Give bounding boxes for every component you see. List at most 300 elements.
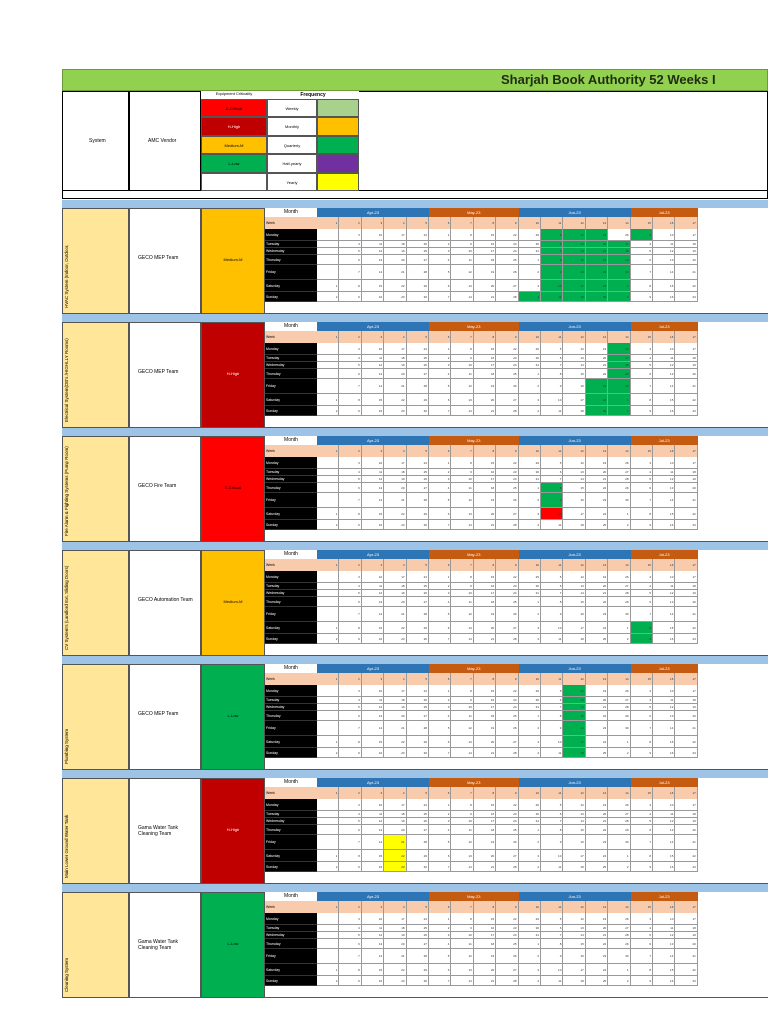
- schedule-cell[interactable]: 8: [339, 964, 361, 976]
- schedule-cell[interactable]: 26: [608, 571, 630, 583]
- schedule-cell[interactable]: 5: [429, 721, 451, 736]
- schedule-cell[interactable]: 20: [384, 939, 406, 949]
- schedule-cell[interactable]: 16: [362, 520, 384, 530]
- schedule-cell[interactable]: 22: [586, 369, 608, 379]
- schedule-cell[interactable]: 10: [653, 457, 675, 469]
- schedule-cell[interactable]: 13: [451, 622, 473, 634]
- schedule-cell[interactable]: 21: [586, 362, 608, 369]
- schedule-cell[interactable]: 15: [563, 255, 585, 265]
- schedule-cell[interactable]: 15: [653, 508, 675, 520]
- schedule-cell[interactable]: [317, 457, 339, 469]
- schedule-cell[interactable]: 3: [631, 571, 653, 583]
- schedule-cell[interactable]: 19: [474, 721, 496, 736]
- schedule-cell[interactable]: 6: [339, 483, 361, 493]
- schedule-cell[interactable]: 29: [608, 711, 630, 721]
- schedule-cell[interactable]: 15: [563, 483, 585, 493]
- schedule-cell[interactable]: 21: [474, 748, 496, 758]
- schedule-cell[interactable]: 23: [586, 493, 608, 508]
- schedule-cell[interactable]: 14: [362, 379, 384, 394]
- schedule-cell[interactable]: 11: [653, 355, 675, 362]
- schedule-cell[interactable]: 9: [339, 748, 361, 758]
- schedule-cell[interactable]: 2: [608, 976, 630, 986]
- schedule-cell[interactable]: 20: [675, 825, 697, 835]
- schedule-cell[interactable]: 27: [608, 925, 630, 932]
- schedule-cell[interactable]: [317, 583, 339, 590]
- schedule-cell[interactable]: 2: [519, 835, 541, 850]
- schedule-cell[interactable]: 19: [586, 457, 608, 469]
- schedule-cell[interactable]: [317, 369, 339, 379]
- schedule-cell[interactable]: 15: [474, 229, 496, 241]
- schedule-cell[interactable]: 5: [631, 818, 653, 825]
- schedule-cell[interactable]: 15: [362, 964, 384, 976]
- schedule-cell[interactable]: 17: [384, 229, 406, 241]
- schedule-cell[interactable]: 10: [451, 362, 473, 369]
- schedule-cell[interactable]: 20: [384, 483, 406, 493]
- schedule-cell[interactable]: 5: [339, 932, 361, 939]
- schedule-cell[interactable]: 10: [653, 799, 675, 811]
- schedule-cell[interactable]: 25: [496, 825, 518, 835]
- schedule-cell[interactable]: 6: [631, 255, 653, 265]
- schedule-cell[interactable]: 27: [608, 697, 630, 704]
- schedule-cell[interactable]: 18: [384, 811, 406, 818]
- schedule-cell[interactable]: 9: [339, 862, 361, 872]
- schedule-cell[interactable]: [317, 818, 339, 825]
- schedule-cell[interactable]: 28: [608, 248, 630, 255]
- schedule-cell[interactable]: 23: [496, 469, 518, 476]
- schedule-cell[interactable]: 11: [653, 697, 675, 704]
- schedule-cell[interactable]: 23: [496, 583, 518, 590]
- schedule-cell[interactable]: 14: [451, 520, 473, 530]
- schedule-cell[interactable]: 3: [519, 964, 541, 976]
- schedule-cell[interactable]: 4: [429, 711, 451, 721]
- schedule-cell[interactable]: 17: [474, 704, 496, 711]
- schedule-cell[interactable]: 22: [675, 280, 697, 292]
- schedule-cell[interactable]: 7: [429, 292, 451, 302]
- schedule-cell[interactable]: 25: [407, 241, 429, 248]
- schedule-cell[interactable]: 7: [429, 748, 451, 758]
- schedule-cell[interactable]: 12: [362, 590, 384, 597]
- schedule-cell[interactable]: 10: [451, 704, 473, 711]
- schedule-cell[interactable]: 21: [675, 265, 697, 280]
- schedule-cell[interactable]: 13: [653, 939, 675, 949]
- schedule-cell[interactable]: 10: [362, 799, 384, 811]
- schedule-cell[interactable]: 18: [675, 355, 697, 362]
- schedule-cell[interactable]: 12: [362, 932, 384, 939]
- schedule-cell[interactable]: 31: [519, 248, 541, 255]
- schedule-cell[interactable]: 17: [474, 362, 496, 369]
- schedule-cell[interactable]: 19: [675, 590, 697, 597]
- schedule-cell[interactable]: [317, 255, 339, 265]
- schedule-cell[interactable]: 6: [631, 483, 653, 493]
- schedule-cell[interactable]: 25: [496, 255, 518, 265]
- schedule-cell[interactable]: 9: [339, 634, 361, 644]
- schedule-cell[interactable]: 16: [362, 634, 384, 644]
- schedule-cell[interactable]: 14: [653, 835, 675, 850]
- schedule-cell[interactable]: 21: [675, 721, 697, 736]
- schedule-cell[interactable]: 29: [519, 913, 541, 925]
- schedule-cell[interactable]: 1: [317, 394, 339, 406]
- schedule-cell[interactable]: 23: [384, 976, 406, 986]
- schedule-cell[interactable]: 17: [563, 850, 585, 862]
- schedule-cell[interactable]: 21: [474, 862, 496, 872]
- schedule-cell[interactable]: 19: [586, 571, 608, 583]
- schedule-cell[interactable]: 28: [407, 721, 429, 736]
- schedule-cell[interactable]: 29: [407, 508, 429, 520]
- schedule-cell[interactable]: 22: [496, 457, 518, 469]
- schedule-cell[interactable]: 4: [519, 406, 541, 416]
- schedule-cell[interactable]: [317, 493, 339, 508]
- schedule-cell[interactable]: 9: [631, 634, 653, 644]
- schedule-cell[interactable]: 2: [317, 406, 339, 416]
- schedule-cell[interactable]: 26: [608, 799, 630, 811]
- schedule-cell[interactable]: 20: [586, 241, 608, 248]
- schedule-cell[interactable]: [317, 597, 339, 607]
- schedule-cell[interactable]: 19: [474, 265, 496, 280]
- schedule-cell[interactable]: [317, 913, 339, 925]
- schedule-cell[interactable]: 6: [339, 255, 361, 265]
- schedule-cell[interactable]: 1: [317, 508, 339, 520]
- schedule-cell[interactable]: 4: [519, 862, 541, 872]
- schedule-cell[interactable]: 9: [339, 406, 361, 416]
- schedule-cell[interactable]: 3: [429, 590, 451, 597]
- schedule-cell[interactable]: 20: [675, 483, 697, 493]
- schedule-cell[interactable]: 22: [496, 229, 518, 241]
- schedule-cell[interactable]: 20: [586, 469, 608, 476]
- schedule-cell[interactable]: 26: [608, 229, 630, 241]
- schedule-cell[interactable]: 5: [429, 379, 451, 394]
- schedule-cell[interactable]: 14: [563, 704, 585, 711]
- schedule-cell[interactable]: 12: [451, 949, 473, 964]
- schedule-cell[interactable]: 14: [653, 379, 675, 394]
- schedule-cell[interactable]: 31: [519, 476, 541, 483]
- schedule-cell[interactable]: 7: [541, 248, 563, 255]
- schedule-cell[interactable]: 6: [429, 280, 451, 292]
- schedule-cell[interactable]: 26: [608, 913, 630, 925]
- schedule-cell[interactable]: 25: [407, 811, 429, 818]
- schedule-cell[interactable]: 13: [451, 280, 473, 292]
- schedule-cell[interactable]: 17: [563, 964, 585, 976]
- schedule-cell[interactable]: 21: [384, 265, 406, 280]
- schedule-cell[interactable]: 15: [653, 850, 675, 862]
- schedule-cell[interactable]: 13: [563, 241, 585, 248]
- schedule-cell[interactable]: 21: [384, 493, 406, 508]
- schedule-cell[interactable]: 11: [362, 697, 384, 704]
- schedule-cell[interactable]: 14: [362, 607, 384, 622]
- schedule-cell[interactable]: 2: [519, 265, 541, 280]
- schedule-cell[interactable]: 17: [675, 457, 697, 469]
- schedule-cell[interactable]: 23: [384, 862, 406, 872]
- schedule-cell[interactable]: 27: [407, 939, 429, 949]
- schedule-cell[interactable]: 11: [451, 483, 473, 493]
- schedule-cell[interactable]: 4: [631, 697, 653, 704]
- schedule-cell[interactable]: 20: [474, 622, 496, 634]
- schedule-cell[interactable]: 13: [563, 811, 585, 818]
- schedule-cell[interactable]: 8: [451, 799, 473, 811]
- schedule-cell[interactable]: 5: [429, 835, 451, 850]
- schedule-cell[interactable]: 27: [407, 483, 429, 493]
- schedule-cell[interactable]: 22: [384, 508, 406, 520]
- schedule-cell[interactable]: 10: [653, 229, 675, 241]
- schedule-cell[interactable]: 3: [519, 394, 541, 406]
- schedule-cell[interactable]: 16: [653, 862, 675, 872]
- schedule-cell[interactable]: 6: [339, 825, 361, 835]
- schedule-cell[interactable]: 10: [653, 571, 675, 583]
- schedule-cell[interactable]: 22: [496, 913, 518, 925]
- schedule-cell[interactable]: 17: [474, 476, 496, 483]
- schedule-cell[interactable]: 26: [407, 476, 429, 483]
- schedule-cell[interactable]: 8: [631, 622, 653, 634]
- schedule-cell[interactable]: 30: [407, 406, 429, 416]
- schedule-cell[interactable]: 8: [631, 280, 653, 292]
- schedule-cell[interactable]: 25: [496, 369, 518, 379]
- schedule-cell[interactable]: 3: [339, 913, 361, 925]
- schedule-cell[interactable]: 29: [608, 369, 630, 379]
- schedule-cell[interactable]: 4: [631, 241, 653, 248]
- schedule-cell[interactable]: 23: [675, 748, 697, 758]
- schedule-cell[interactable]: 7: [429, 634, 451, 644]
- schedule-cell[interactable]: 5: [429, 949, 451, 964]
- schedule-cell[interactable]: 12: [362, 248, 384, 255]
- schedule-cell[interactable]: 22: [496, 343, 518, 355]
- schedule-cell[interactable]: 19: [586, 913, 608, 925]
- schedule-cell[interactable]: 29: [407, 394, 429, 406]
- schedule-cell[interactable]: 4: [429, 369, 451, 379]
- schedule-cell[interactable]: 18: [563, 976, 585, 986]
- schedule-cell[interactable]: 10: [451, 590, 473, 597]
- schedule-cell[interactable]: 30: [407, 520, 429, 530]
- schedule-cell[interactable]: 17: [474, 932, 496, 939]
- schedule-cell[interactable]: 12: [653, 932, 675, 939]
- schedule-cell[interactable]: 27: [407, 597, 429, 607]
- schedule-cell[interactable]: 28: [608, 476, 630, 483]
- schedule-cell[interactable]: 4: [429, 483, 451, 493]
- schedule-cell[interactable]: 27: [496, 622, 518, 634]
- schedule-cell[interactable]: 5: [339, 476, 361, 483]
- schedule-cell[interactable]: 29: [608, 255, 630, 265]
- schedule-cell[interactable]: 4: [429, 825, 451, 835]
- schedule-cell[interactable]: 20: [474, 280, 496, 292]
- schedule-cell[interactable]: 15: [653, 736, 675, 748]
- schedule-cell[interactable]: 18: [563, 292, 585, 302]
- schedule-cell[interactable]: [317, 685, 339, 697]
- schedule-cell[interactable]: 3: [429, 818, 451, 825]
- schedule-cell[interactable]: 3: [631, 685, 653, 697]
- schedule-cell[interactable]: 1: [608, 508, 630, 520]
- schedule-cell[interactable]: 21: [474, 406, 496, 416]
- schedule-cell[interactable]: 4: [429, 939, 451, 949]
- schedule-cell[interactable]: 2: [317, 862, 339, 872]
- schedule-cell[interactable]: [317, 711, 339, 721]
- schedule-cell[interactable]: 10: [362, 571, 384, 583]
- schedule-cell[interactable]: 10: [451, 248, 473, 255]
- schedule-cell[interactable]: 5: [429, 493, 451, 508]
- schedule-cell[interactable]: 2: [519, 949, 541, 964]
- schedule-cell[interactable]: 2: [317, 976, 339, 986]
- schedule-cell[interactable]: 14: [451, 406, 473, 416]
- schedule-cell[interactable]: 3: [519, 622, 541, 634]
- schedule-cell[interactable]: 7: [541, 362, 563, 369]
- schedule-cell[interactable]: 26: [496, 721, 518, 736]
- schedule-cell[interactable]: 26: [496, 835, 518, 850]
- schedule-cell[interactable]: 4: [339, 355, 361, 362]
- schedule-cell[interactable]: 24: [586, 394, 608, 406]
- schedule-cell[interactable]: 7: [339, 607, 361, 622]
- schedule-cell[interactable]: 19: [675, 248, 697, 255]
- schedule-cell[interactable]: 4: [631, 583, 653, 590]
- schedule-cell[interactable]: 13: [653, 711, 675, 721]
- schedule-cell[interactable]: 20: [474, 508, 496, 520]
- schedule-cell[interactable]: 29: [519, 343, 541, 355]
- schedule-cell[interactable]: 13: [362, 711, 384, 721]
- schedule-cell[interactable]: 16: [474, 697, 496, 704]
- schedule-cell[interactable]: 9: [541, 949, 563, 964]
- schedule-cell[interactable]: 21: [474, 292, 496, 302]
- schedule-cell[interactable]: 4: [339, 469, 361, 476]
- schedule-cell[interactable]: 19: [384, 704, 406, 711]
- schedule-cell[interactable]: [317, 571, 339, 583]
- schedule-cell[interactable]: 10: [362, 685, 384, 697]
- schedule-cell[interactable]: 11: [451, 711, 473, 721]
- schedule-cell[interactable]: 13: [653, 483, 675, 493]
- schedule-cell[interactable]: 22: [586, 483, 608, 493]
- schedule-cell[interactable]: 17: [563, 394, 585, 406]
- schedule-cell[interactable]: 3: [519, 736, 541, 748]
- schedule-cell[interactable]: 17: [675, 913, 697, 925]
- schedule-cell[interactable]: 15: [653, 964, 675, 976]
- schedule-cell[interactable]: 3: [339, 457, 361, 469]
- schedule-cell[interactable]: 30: [519, 583, 541, 590]
- schedule-cell[interactable]: 29: [407, 850, 429, 862]
- schedule-cell[interactable]: 17: [474, 248, 496, 255]
- schedule-cell[interactable]: 28: [407, 379, 429, 394]
- schedule-cell[interactable]: 20: [675, 255, 697, 265]
- schedule-cell[interactable]: 25: [407, 697, 429, 704]
- schedule-cell[interactable]: 3: [339, 571, 361, 583]
- schedule-cell[interactable]: 11: [653, 241, 675, 248]
- schedule-cell[interactable]: 28: [496, 520, 518, 530]
- schedule-cell[interactable]: 8: [631, 394, 653, 406]
- schedule-cell[interactable]: 2: [608, 292, 630, 302]
- schedule-cell[interactable]: 20: [474, 736, 496, 748]
- schedule-cell[interactable]: 17: [384, 571, 406, 583]
- schedule-cell[interactable]: 3: [339, 229, 361, 241]
- schedule-cell[interactable]: 10: [362, 343, 384, 355]
- schedule-cell[interactable]: 29: [519, 685, 541, 697]
- schedule-cell[interactable]: 8: [631, 508, 653, 520]
- schedule-cell[interactable]: 24: [496, 818, 518, 825]
- schedule-cell[interactable]: 21: [384, 835, 406, 850]
- schedule-cell[interactable]: 9: [541, 835, 563, 850]
- schedule-cell[interactable]: 28: [407, 607, 429, 622]
- schedule-cell[interactable]: 11: [451, 255, 473, 265]
- schedule-cell[interactable]: 26: [407, 362, 429, 369]
- schedule-cell[interactable]: 11: [653, 583, 675, 590]
- schedule-cell[interactable]: 19: [675, 818, 697, 825]
- schedule-cell[interactable]: 15: [653, 280, 675, 292]
- schedule-cell[interactable]: 3: [519, 508, 541, 520]
- schedule-cell[interactable]: 20: [586, 355, 608, 362]
- schedule-cell[interactable]: 12: [563, 799, 585, 811]
- schedule-cell[interactable]: 23: [586, 721, 608, 736]
- schedule-cell[interactable]: [317, 355, 339, 362]
- schedule-cell[interactable]: 4: [339, 241, 361, 248]
- schedule-cell[interactable]: 6: [541, 241, 563, 248]
- schedule-cell[interactable]: 23: [496, 355, 518, 362]
- schedule-cell[interactable]: 17: [563, 508, 585, 520]
- schedule-cell[interactable]: 9: [451, 583, 473, 590]
- schedule-cell[interactable]: 19: [384, 248, 406, 255]
- schedule-cell[interactable]: 9: [631, 748, 653, 758]
- schedule-cell[interactable]: 29: [608, 939, 630, 949]
- schedule-cell[interactable]: 3: [429, 248, 451, 255]
- schedule-cell[interactable]: 14: [563, 590, 585, 597]
- schedule-cell[interactable]: 12: [362, 818, 384, 825]
- schedule-cell[interactable]: 17: [474, 590, 496, 597]
- schedule-cell[interactable]: 7: [631, 721, 653, 736]
- schedule-cell[interactable]: 23: [384, 406, 406, 416]
- schedule-cell[interactable]: 10: [541, 508, 563, 520]
- schedule-cell[interactable]: [317, 949, 339, 964]
- schedule-cell[interactable]: 1: [429, 799, 451, 811]
- schedule-cell[interactable]: 18: [563, 634, 585, 644]
- schedule-cell[interactable]: 5: [631, 932, 653, 939]
- schedule-cell[interactable]: 22: [384, 394, 406, 406]
- schedule-cell[interactable]: 25: [586, 292, 608, 302]
- schedule-cell[interactable]: 3: [429, 362, 451, 369]
- schedule-cell[interactable]: 11: [541, 520, 563, 530]
- schedule-cell[interactable]: 30: [608, 379, 630, 394]
- schedule-cell[interactable]: 17: [675, 685, 697, 697]
- schedule-cell[interactable]: 1: [519, 939, 541, 949]
- schedule-cell[interactable]: 11: [362, 469, 384, 476]
- schedule-cell[interactable]: 17: [675, 229, 697, 241]
- schedule-cell[interactable]: 28: [496, 292, 518, 302]
- schedule-cell[interactable]: 5: [541, 229, 563, 241]
- schedule-cell[interactable]: 8: [631, 964, 653, 976]
- schedule-cell[interactable]: 24: [496, 362, 518, 369]
- schedule-cell[interactable]: 31: [519, 590, 541, 597]
- schedule-cell[interactable]: 9: [631, 862, 653, 872]
- schedule-cell[interactable]: 11: [541, 634, 563, 644]
- schedule-cell[interactable]: 18: [675, 925, 697, 932]
- schedule-cell[interactable]: 6: [541, 811, 563, 818]
- schedule-cell[interactable]: 2: [317, 634, 339, 644]
- schedule-cell[interactable]: [317, 343, 339, 355]
- schedule-cell[interactable]: 26: [496, 379, 518, 394]
- schedule-cell[interactable]: 9: [541, 493, 563, 508]
- schedule-cell[interactable]: 11: [362, 583, 384, 590]
- schedule-cell[interactable]: 20: [474, 964, 496, 976]
- schedule-cell[interactable]: 9: [631, 292, 653, 302]
- schedule-cell[interactable]: 25: [586, 634, 608, 644]
- schedule-cell[interactable]: 22: [586, 939, 608, 949]
- schedule-cell[interactable]: 23: [675, 634, 697, 644]
- schedule-cell[interactable]: 7: [541, 932, 563, 939]
- schedule-cell[interactable]: 14: [563, 476, 585, 483]
- schedule-cell[interactable]: 10: [653, 685, 675, 697]
- schedule-cell[interactable]: 14: [362, 949, 384, 964]
- schedule-cell[interactable]: 24: [407, 343, 429, 355]
- schedule-cell[interactable]: 9: [451, 811, 473, 818]
- schedule-cell[interactable]: 19: [474, 379, 496, 394]
- schedule-cell[interactable]: 10: [362, 457, 384, 469]
- schedule-cell[interactable]: 8: [451, 343, 473, 355]
- schedule-cell[interactable]: 8: [541, 939, 563, 949]
- schedule-cell[interactable]: 21: [586, 704, 608, 711]
- schedule-cell[interactable]: 16: [563, 607, 585, 622]
- schedule-cell[interactable]: 1: [608, 736, 630, 748]
- schedule-cell[interactable]: 7: [429, 520, 451, 530]
